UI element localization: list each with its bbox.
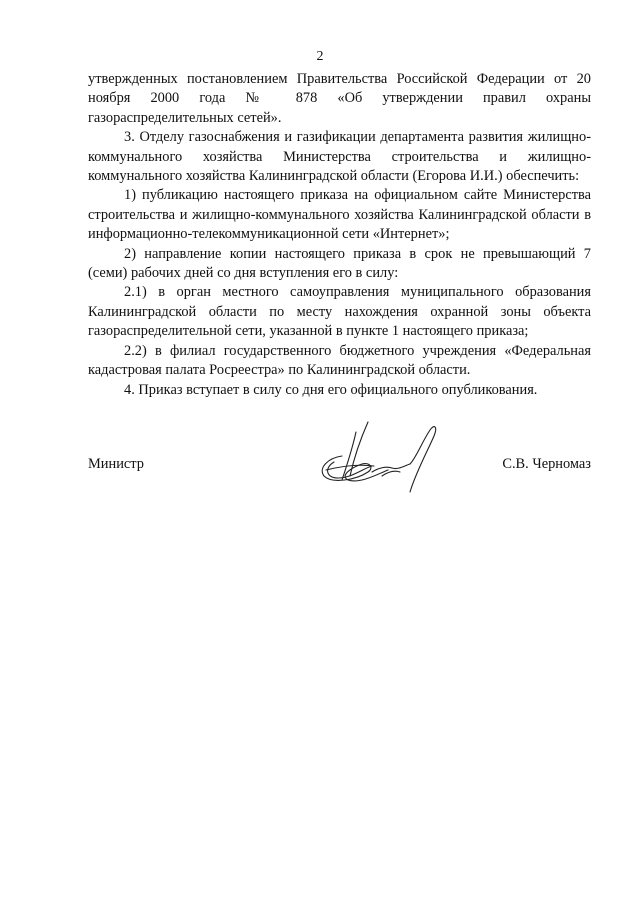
paragraph-item-4: 4. Приказ вступает в силу со дня его официального опубликования. (124, 381, 538, 398)
paragraph-continuation: утвержденных постановлением Правительства Российской Федерации от 20 ноября 2000 года № 878 «Об утверждении правил охраны газораспределительных сетей». (88, 71, 591, 126)
signature-block (88, 455, 591, 475)
paragraph-subitem-2: 2) направление копии настоящего приказа в срок не превышающий 7 (семи) рабочих дней со дня вступления его в силу: (88, 245, 591, 282)
document-body (88, 70, 591, 400)
paragraph-subitem-1: 1) публикацию настоящего приказа на официальном сайте Министерства строительства и жилищно-коммунального хозяйства Калининградской области в информационно-телекоммуникационной сети «Интернет»; (88, 187, 591, 243)
signer-name: С.В. Черномаз (502, 456, 591, 472)
paragraph-item-3: 3. Отделу газоснабжения и газификации департамента развития жилищно-коммунального хозяйства Министерства строительства и жилищно-коммунального хозяйства Калининградской области (Егорова И.И.) обеспечить: (88, 129, 591, 185)
paragraph-subitem-2-2: 2.2) в филиал государственного бюджетного учреждения «Федеральная кадастровая палата Росреестра» по Калининградской области. (88, 342, 591, 379)
page-number: 2 (316, 49, 324, 64)
paragraph-subitem-2-1: 2.1) в орган местного самоуправления муниципального образования Калининградской области по месту нахождения охранной зоны объекта газораспределительной сети, указанной в пункте 1 настоящего приказа; (88, 284, 591, 340)
signer-title: Министр (88, 456, 144, 472)
